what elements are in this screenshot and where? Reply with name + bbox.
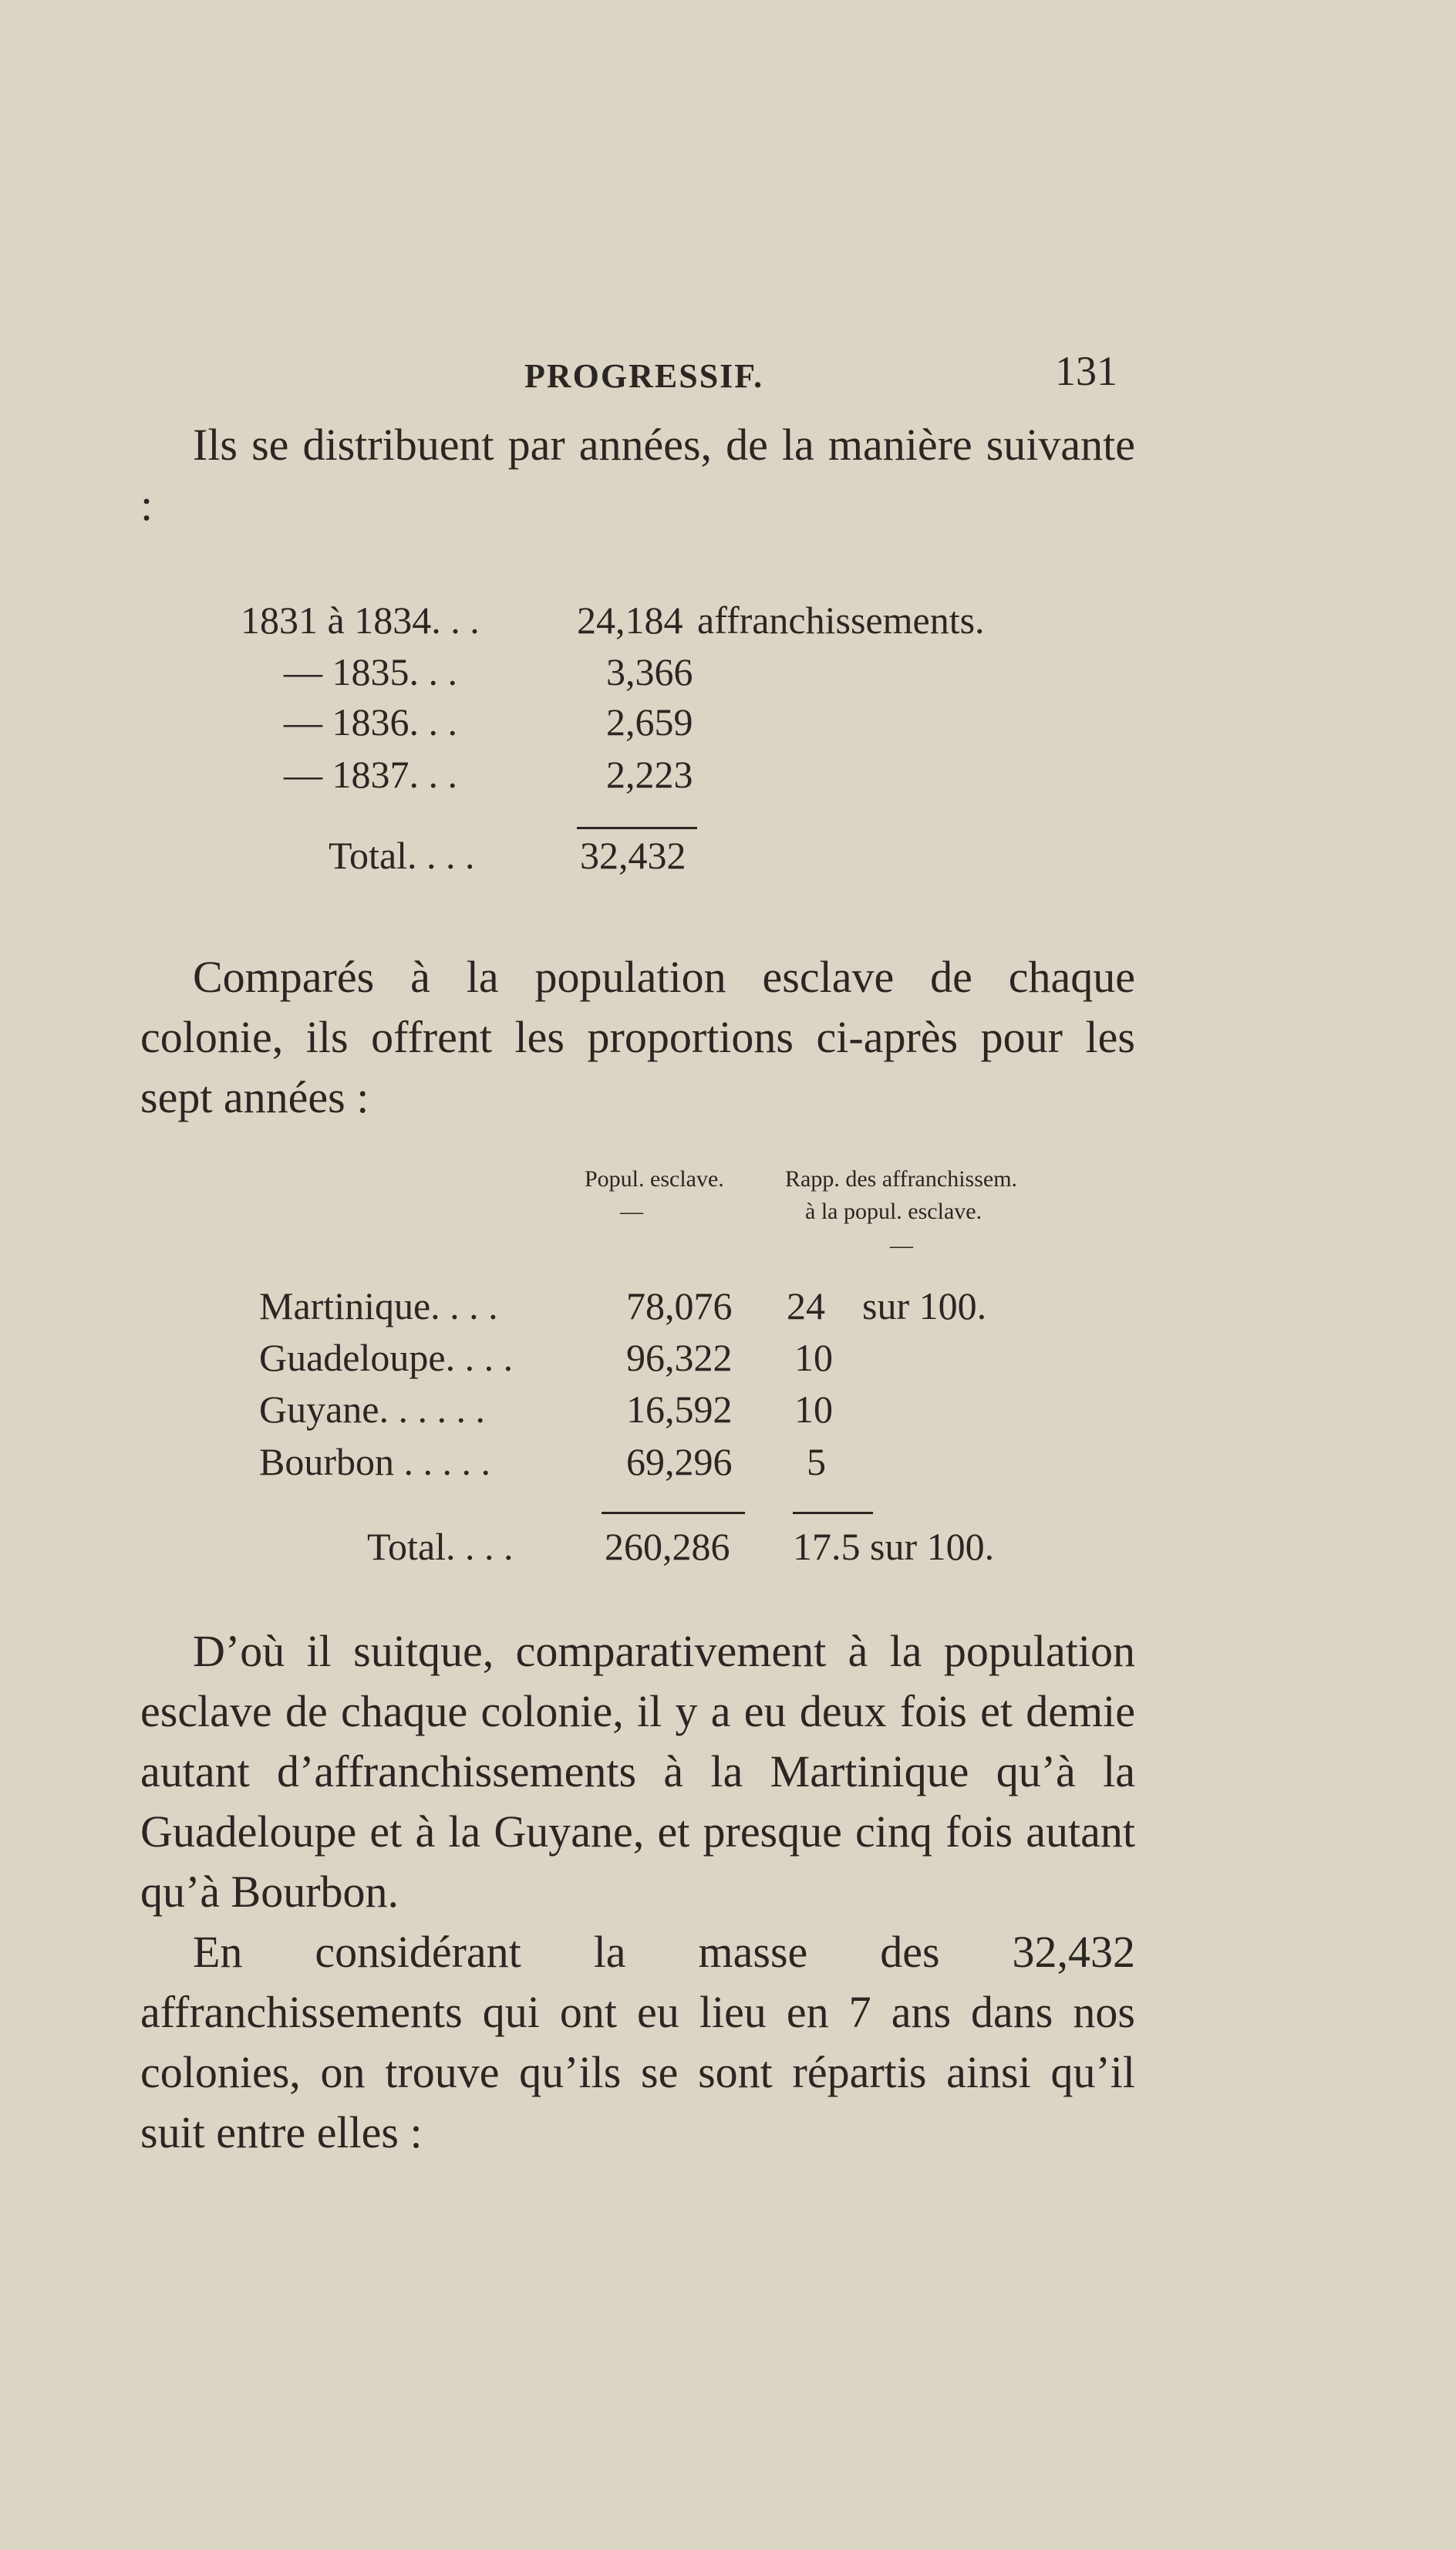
year-value: 2,659: [606, 700, 693, 744]
year-label: 1831 à 1834. . .: [241, 599, 480, 642]
paragraph-comparison-text: Comparés à la population esclave de chaque colonie, ils offrent les proportions ci-après pour les sept années :: [140, 952, 1135, 1122]
year-note: affranchissements.: [697, 599, 985, 642]
colony-ratio: 5: [807, 1440, 826, 1483]
year-value: 24,184: [577, 599, 683, 642]
page-number: 131: [1055, 348, 1117, 394]
col-header-ratio-dash: —: [890, 1233, 913, 1258]
colony-population: 69,296: [626, 1440, 733, 1483]
total-label: Total. . . .: [367, 1525, 514, 1568]
year-label: — 1835. . .: [284, 650, 457, 693]
year-label: — 1836. . .: [284, 700, 457, 744]
colony-ratio: 10: [794, 1336, 833, 1379]
colony-ratio-suffix: sur 100.: [862, 1284, 987, 1327]
colony-population: 16,592: [626, 1388, 733, 1431]
colony-label: Bourbon . . . . .: [259, 1440, 490, 1483]
running-title: PROGRESSIF.: [524, 357, 764, 395]
sum-rule-ratio: [793, 1512, 873, 1514]
colony-label: Martinique. . . .: [259, 1284, 498, 1327]
total-population: 260,286: [605, 1525, 730, 1568]
sum-rule: [577, 827, 697, 829]
total-label: Total. . . .: [329, 834, 475, 877]
colony-label: Guadeloupe. . . .: [259, 1336, 514, 1379]
year-value: 2,223: [606, 753, 693, 796]
colony-ratio: 24: [787, 1284, 825, 1327]
col-header-population-dash: —: [620, 1199, 643, 1224]
year-label: — 1837. . .: [284, 753, 457, 796]
total-ratio: 17.5 sur 100.: [793, 1525, 995, 1568]
total-value: 32,432: [580, 834, 686, 877]
colony-label: Guyane. . . . . .: [259, 1388, 485, 1431]
col-header-ratio-line2: à la popul. esclave.: [805, 1199, 982, 1224]
col-header-population: Popul. esclave.: [585, 1166, 724, 1192]
paragraph-conclusion-text: D’où il suitque, comparativement à la population esclave de chaque colonie, il y a eu deux fois et demie autant d’affranchissements à la Martinique qu’à la Guadeloupe et à la Guyane, et presque cinq fois autant qu’à Bourbon.: [140, 1626, 1135, 1917]
sum-rule-population: [602, 1512, 745, 1514]
year-value: 3,366: [606, 650, 693, 693]
paragraph-intro-text: Ils se distribuent par années, de la manière suivante :: [140, 420, 1135, 530]
paragraph-comparison: [140, 947, 1135, 1128]
paragraph-intro: [140, 415, 1135, 535]
paragraph-conclusion: [140, 1621, 1135, 1922]
col-header-ratio-line1: Rapp. des affranchissem.: [785, 1166, 1018, 1192]
paragraph-distribution: [140, 1922, 1135, 2163]
paragraph-distribution-text: En considérant la masse des 32,432 affranchissements qui ont eu lieu en 7 ans dans nos colonies, on trouve qu’ils se sont répartis ainsi qu’il suit entre elles :: [140, 1927, 1135, 2157]
colony-population: 78,076: [626, 1284, 733, 1327]
colony-population: 96,322: [626, 1336, 733, 1379]
colony-ratio: 10: [794, 1388, 833, 1431]
